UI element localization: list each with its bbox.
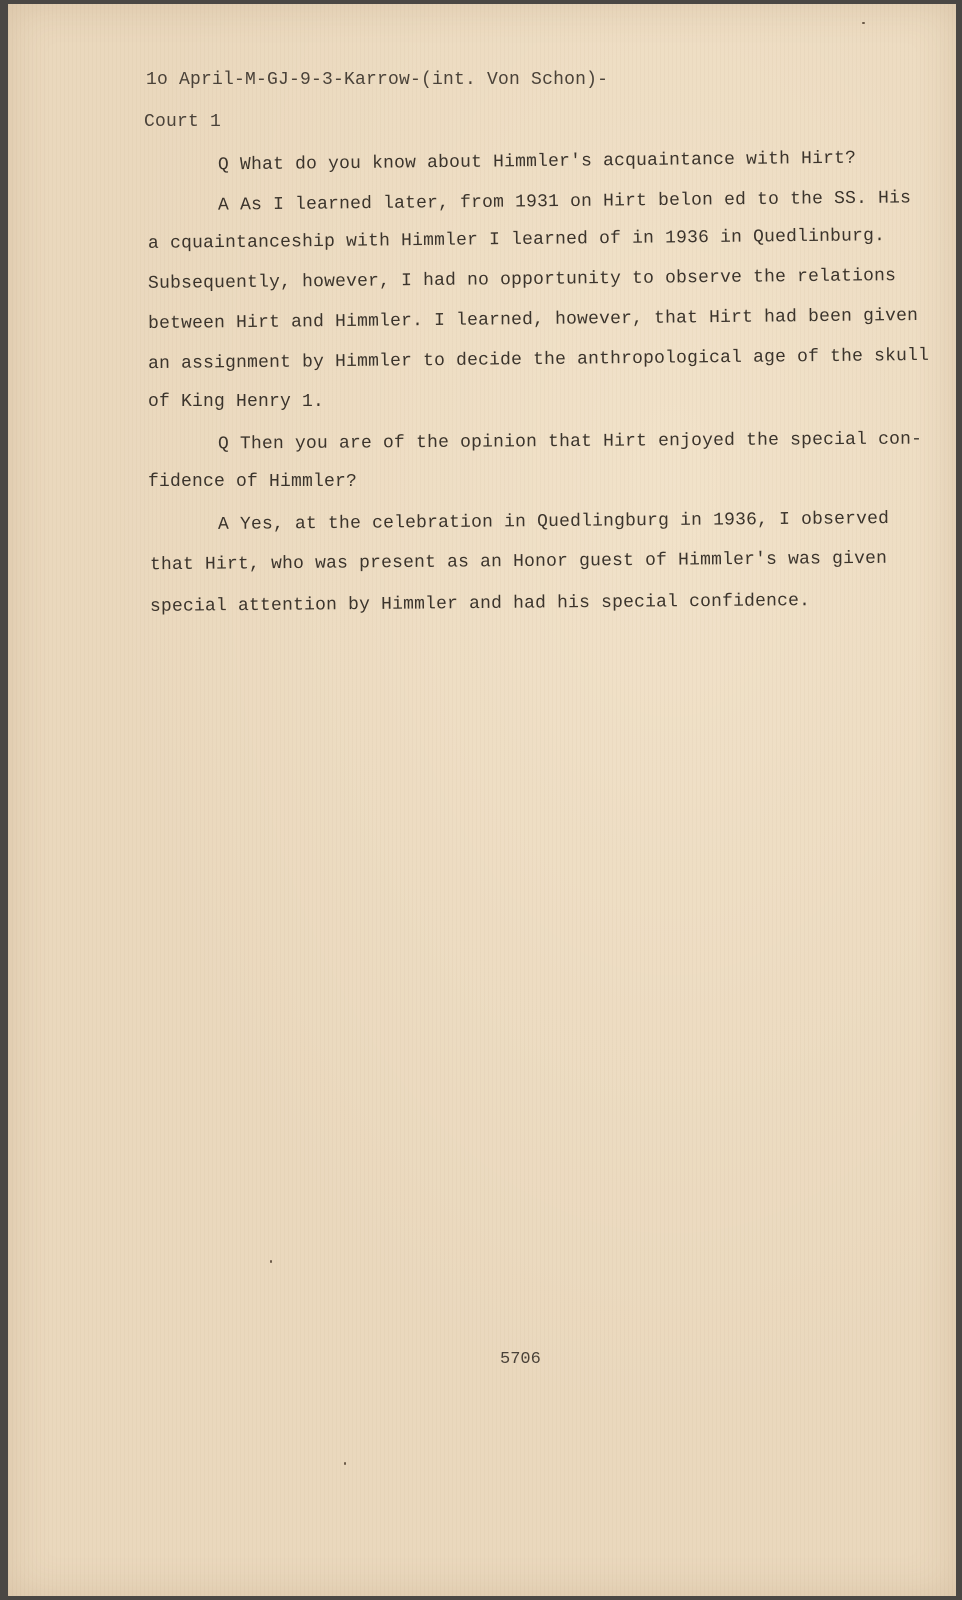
transcript-line: a cquaintanceship with Himmler I learned of in 1936 in Quedlinburg. bbox=[147, 226, 886, 254]
page-number: 5706 bbox=[500, 1350, 541, 1369]
transcript-line: special attention by Himmler and had his special confidence. bbox=[149, 591, 811, 617]
transcript-line: of King Henry 1. bbox=[148, 392, 325, 412]
transcript-line: that Hirt, who was present as an Honor guest of Himmler's was given bbox=[149, 548, 888, 576]
transcript-line: fidence of Himmler? bbox=[148, 472, 358, 492]
transcript-line: Q Then you are of the opinion that Hirt enjoyed the special con- bbox=[217, 429, 923, 455]
document-page bbox=[8, 4, 956, 1596]
court-label: Court 1 bbox=[144, 112, 222, 132]
transcript-line: A Yes, at the celebration in Quedlingburg in 1936, I observed bbox=[217, 509, 890, 535]
paper-speck bbox=[270, 1260, 272, 1263]
paper-speck bbox=[862, 22, 865, 24]
transcript-line: A As I learned later, from 1931 on Hirt belon ed to the SS. His bbox=[217, 188, 912, 216]
transcript-line: Subsequently, however, I had no opportunity to observe the relations bbox=[147, 266, 897, 294]
document-header: 1o April-M-GJ-9-3-Karrow-(int. Von Schon)- bbox=[146, 70, 609, 90]
transcript-line: an assignment by Himmler to decide the anthropological age of the skull bbox=[147, 345, 930, 375]
transcript-line: Q What do you know about Himmler's acquaintance with Hirt? bbox=[217, 148, 857, 176]
paper-speck bbox=[344, 1462, 346, 1465]
transcript-line: between Hirt and Himmler. I learned, however, that Hirt had been given bbox=[147, 305, 919, 335]
